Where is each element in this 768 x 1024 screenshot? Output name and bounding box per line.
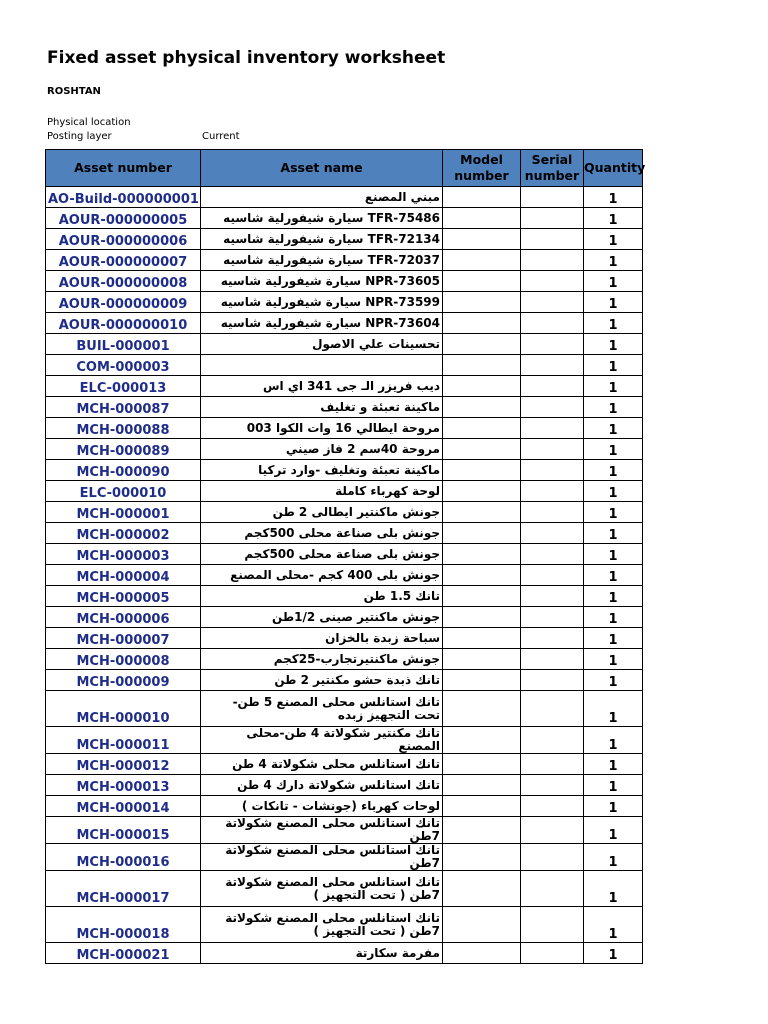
physical-location-label: Physical location [47, 117, 131, 128]
asset-name-cell: تانك استانلس محلى المصنع شكولاتة 7طن ( تحت التجهيز ) [201, 871, 443, 907]
model-number-cell [443, 292, 521, 313]
model-number-cell [443, 439, 521, 460]
serial-number-cell [521, 271, 584, 292]
asset-number-cell: AOUR-000000008 [46, 271, 201, 292]
model-number-cell [443, 943, 521, 964]
serial-number-cell [521, 628, 584, 649]
physical-location-row [47, 117, 202, 128]
asset-name-cell: ماكينة تعبئة و تغليف [201, 397, 443, 418]
asset-number-cell: MCH-000011 [46, 727, 201, 754]
table-row [46, 271, 643, 292]
quantity-cell: 1 [584, 523, 643, 544]
model-number-cell [443, 565, 521, 586]
model-number-cell [443, 250, 521, 271]
asset-number-cell: MCH-000007 [46, 628, 201, 649]
table-row [46, 502, 643, 523]
table-row [46, 943, 643, 964]
quantity-cell: 1 [584, 775, 643, 796]
table-row [46, 229, 643, 250]
table-row [46, 649, 643, 670]
serial-number-cell [521, 907, 584, 943]
asset-number-cell: AOUR-000000007 [46, 250, 201, 271]
serial-number-cell [521, 586, 584, 607]
table-row [46, 607, 643, 628]
model-number-cell [443, 628, 521, 649]
serial-number-cell [521, 649, 584, 670]
table-row [46, 418, 643, 439]
asset-number-cell: MCH-000016 [46, 844, 201, 871]
serial-number-cell [521, 418, 584, 439]
asset-number-cell: MCH-000008 [46, 649, 201, 670]
quantity-cell: 1 [584, 691, 643, 727]
quantity-cell: 1 [584, 334, 643, 355]
asset-number-cell: MCH-000090 [46, 460, 201, 481]
serial-number-cell [521, 481, 584, 502]
asset-number-cell: ELC-000010 [46, 481, 201, 502]
model-number-cell [443, 607, 521, 628]
model-number-cell [443, 502, 521, 523]
asset-number-cell: AOUR-000000005 [46, 208, 201, 229]
table-row [46, 775, 643, 796]
asset-number-cell: MCH-000021 [46, 943, 201, 964]
serial-number-cell [521, 775, 584, 796]
quantity-cell: 1 [584, 817, 643, 844]
table-row [46, 586, 643, 607]
asset-number-cell: MCH-000089 [46, 439, 201, 460]
table-row [46, 565, 643, 586]
model-number-cell [443, 775, 521, 796]
table-header-row [46, 150, 643, 187]
asset-name-cell: تانك استانلس محلى شكولاتة 4 طن [201, 754, 443, 775]
serial-number-cell [521, 943, 584, 964]
asset-name-cell: لوحات كهرباء (جونشات - تانكات ) [201, 796, 443, 817]
serial-number-cell [521, 670, 584, 691]
quantity-cell: 1 [584, 943, 643, 964]
asset-name-cell: جونش ماكنتيرتجارب-25كجم [201, 649, 443, 670]
asset-number-cell: COM-000003 [46, 355, 201, 376]
quantity-cell: 1 [584, 208, 643, 229]
model-number-cell [443, 649, 521, 670]
model-number-cell [443, 544, 521, 565]
quantity-cell: 1 [584, 670, 643, 691]
asset-number-cell: MCH-000014 [46, 796, 201, 817]
asset-number-cell: AO-Build-000000001 [46, 187, 201, 208]
model-number-cell [443, 208, 521, 229]
asset-name-cell: تانك 1.5 طن [201, 586, 443, 607]
quantity-cell: 1 [584, 754, 643, 775]
serial-number-cell [521, 727, 584, 754]
asset-number-cell: AOUR-000000010 [46, 313, 201, 334]
asset-name-cell: ديب فريزر الـ جى 341 اي اس [201, 376, 443, 397]
serial-number-cell [521, 397, 584, 418]
asset-name-cell: مبني المصنع [201, 187, 443, 208]
table-row [46, 481, 643, 502]
posting-layer-value: Current [202, 131, 240, 142]
table-row [46, 871, 643, 907]
table-row [46, 334, 643, 355]
quantity-cell: 1 [584, 271, 643, 292]
asset-name-cell: تانك استانلس شكولاتة دارك 4 طن [201, 775, 443, 796]
asset-number-cell: MCH-000018 [46, 907, 201, 943]
asset-number-cell: MCH-000003 [46, 544, 201, 565]
table-row [46, 313, 643, 334]
asset-name-cell: مروحة 40سم 2 فاز صيني [201, 439, 443, 460]
asset-name-cell: جونش بلى 400 كجم -محلى المصنع [201, 565, 443, 586]
model-number-cell [443, 313, 521, 334]
serial-number-cell [521, 376, 584, 397]
table-row [46, 439, 643, 460]
model-number-cell [443, 796, 521, 817]
table-body [46, 187, 643, 964]
asset-number-cell: AOUR-000000006 [46, 229, 201, 250]
quantity-cell: 1 [584, 418, 643, 439]
asset-name-cell: ماكينة تعبئة وتغليف -وارد تركيا [201, 460, 443, 481]
model-number-cell [443, 271, 521, 292]
asset-name-cell [201, 355, 443, 376]
asset-number-cell: MCH-000010 [46, 691, 201, 727]
serial-number-cell [521, 292, 584, 313]
asset-number-cell: MCH-000017 [46, 871, 201, 907]
serial-number-cell [521, 523, 584, 544]
quantity-cell: 1 [584, 727, 643, 754]
company-name: ROSHTAN [47, 86, 101, 97]
asset-number-cell: MCH-000015 [46, 817, 201, 844]
asset-number-cell: ELC-000013 [46, 376, 201, 397]
asset-name-cell: TFR-75486 سيارة شيفورلية شاسيه [201, 208, 443, 229]
table-row [46, 376, 643, 397]
col-header-serial-number: Serial number [521, 150, 584, 187]
serial-number-cell [521, 313, 584, 334]
asset-number-cell: MCH-000088 [46, 418, 201, 439]
asset-name-cell: جونش بلى صناعة محلى 500كجم [201, 523, 443, 544]
model-number-cell [443, 907, 521, 943]
model-number-cell [443, 460, 521, 481]
quantity-cell: 1 [584, 460, 643, 481]
serial-number-cell [521, 796, 584, 817]
table-row [46, 628, 643, 649]
serial-number-cell [521, 250, 584, 271]
model-number-cell [443, 844, 521, 871]
asset-name-cell: تانك استانلس محلى المصنع 5 طن- تحت التجهيز زبده [201, 691, 443, 727]
model-number-cell [443, 871, 521, 907]
asset-name-cell: مفرمة سكارتة [201, 943, 443, 964]
quantity-cell: 1 [584, 649, 643, 670]
col-header-quantity: Quantity [584, 150, 643, 187]
asset-name-cell: لوحة كهرباء كاملة [201, 481, 443, 502]
table-row [46, 544, 643, 565]
table-row [46, 397, 643, 418]
table-row [46, 844, 643, 871]
serial-number-cell [521, 439, 584, 460]
quantity-cell: 1 [584, 502, 643, 523]
serial-number-cell [521, 691, 584, 727]
quantity-cell: 1 [584, 607, 643, 628]
serial-number-cell [521, 502, 584, 523]
quantity-cell: 1 [584, 187, 643, 208]
quantity-cell: 1 [584, 376, 643, 397]
serial-number-cell [521, 229, 584, 250]
table-row [46, 250, 643, 271]
table-row [46, 208, 643, 229]
asset-name-cell: NPR-73605 سيارة شيفورلية شاسيه [201, 271, 443, 292]
asset-name-cell: سباحة زبدة بالخزان [201, 628, 443, 649]
asset-name-cell: تانك استانلس محلى المصنع شكولاتة 7طن [201, 817, 443, 844]
asset-name-cell: تانك استانلس محلى المصنع شكولاتة 7طن ( تحت التجهيز ) [201, 907, 443, 943]
posting-layer-row [47, 131, 240, 142]
model-number-cell [443, 523, 521, 544]
serial-number-cell [521, 208, 584, 229]
asset-name-cell: جونش بلى صناعة محلى 500كجم [201, 544, 443, 565]
model-number-cell [443, 229, 521, 250]
table-row [46, 460, 643, 481]
table-row [46, 523, 643, 544]
serial-number-cell [521, 754, 584, 775]
asset-number-cell: MCH-000002 [46, 523, 201, 544]
table-row [46, 796, 643, 817]
quantity-cell: 1 [584, 229, 643, 250]
model-number-cell [443, 817, 521, 844]
quantity-cell: 1 [584, 313, 643, 334]
table-row [46, 727, 643, 754]
asset-number-cell: MCH-000013 [46, 775, 201, 796]
asset-number-cell: MCH-000001 [46, 502, 201, 523]
table-row [46, 754, 643, 775]
asset-name-cell: تانك استانلس محلى المصنع شكولاتة 7طن [201, 844, 443, 871]
serial-number-cell [521, 187, 584, 208]
col-header-asset-name: Asset name [201, 150, 443, 187]
quantity-cell: 1 [584, 397, 643, 418]
asset-table [45, 149, 646, 964]
asset-name-cell: تانك ذبدة حشو مكنتير 2 طن [201, 670, 443, 691]
table-row [46, 355, 643, 376]
model-number-cell [443, 376, 521, 397]
quantity-cell: 1 [584, 796, 643, 817]
quantity-cell: 1 [584, 628, 643, 649]
asset-number-cell: MCH-000006 [46, 607, 201, 628]
table-row [46, 691, 643, 727]
page-title: Fixed asset physical inventory worksheet [47, 48, 446, 68]
serial-number-cell [521, 565, 584, 586]
quantity-cell: 1 [584, 871, 643, 907]
model-number-cell [443, 586, 521, 607]
asset-number-cell: AOUR-000000009 [46, 292, 201, 313]
quantity-cell: 1 [584, 481, 643, 502]
asset-name-cell: NPR-73604 سيارة شيفورلية شاسيه [201, 313, 443, 334]
model-number-cell [443, 418, 521, 439]
model-number-cell [443, 670, 521, 691]
col-header-asset-number: Asset number [46, 150, 201, 187]
quantity-cell: 1 [584, 439, 643, 460]
asset-number-cell: MCH-000087 [46, 397, 201, 418]
asset-name-cell: تحسينات علي الاصول [201, 334, 443, 355]
serial-number-cell [521, 355, 584, 376]
quantity-cell: 1 [584, 844, 643, 871]
model-number-cell [443, 334, 521, 355]
asset-number-cell: MCH-000004 [46, 565, 201, 586]
posting-layer-label: Posting layer [47, 131, 112, 142]
serial-number-cell [521, 607, 584, 628]
model-number-cell [443, 481, 521, 502]
asset-number-cell: MCH-000005 [46, 586, 201, 607]
serial-number-cell [521, 334, 584, 355]
table-row [46, 670, 643, 691]
asset-number-cell: MCH-000012 [46, 754, 201, 775]
model-number-cell [443, 355, 521, 376]
quantity-cell: 1 [584, 565, 643, 586]
table-row [46, 817, 643, 844]
model-number-cell [443, 754, 521, 775]
asset-name-cell: مروحة ايطالي 16 وات الكوا 003 [201, 418, 443, 439]
serial-number-cell [521, 460, 584, 481]
col-header-model-number: Model number [443, 150, 521, 187]
asset-name-cell: جونش ماكنتير صينى 1/2طن [201, 607, 443, 628]
asset-number-cell: BUIL-000001 [46, 334, 201, 355]
serial-number-cell [521, 871, 584, 907]
quantity-cell: 1 [584, 250, 643, 271]
table-row [46, 292, 643, 313]
quantity-cell: 1 [584, 907, 643, 943]
asset-name-cell: جونش ماكنتير ايطالى 2 طن [201, 502, 443, 523]
table-row [46, 187, 643, 208]
model-number-cell [443, 397, 521, 418]
model-number-cell [443, 187, 521, 208]
serial-number-cell [521, 817, 584, 844]
serial-number-cell [521, 544, 584, 565]
model-number-cell [443, 691, 521, 727]
quantity-cell: 1 [584, 355, 643, 376]
asset-name-cell: TFR-72134 سيارة شيفورلية شاسيه [201, 229, 443, 250]
asset-number-cell: MCH-000009 [46, 670, 201, 691]
model-number-cell [443, 727, 521, 754]
table-row [46, 907, 643, 943]
asset-name-cell: تانك مكنتير شكولاتة 4 طن-محلى المصنع [201, 727, 443, 754]
asset-name-cell: TFR-72037 سيارة شيفورلية شاسيه [201, 250, 443, 271]
quantity-cell: 1 [584, 292, 643, 313]
serial-number-cell [521, 844, 584, 871]
asset-name-cell: NPR-73599 سيارة شيفورلية شاسيه [201, 292, 443, 313]
quantity-cell: 1 [584, 544, 643, 565]
quantity-cell: 1 [584, 586, 643, 607]
